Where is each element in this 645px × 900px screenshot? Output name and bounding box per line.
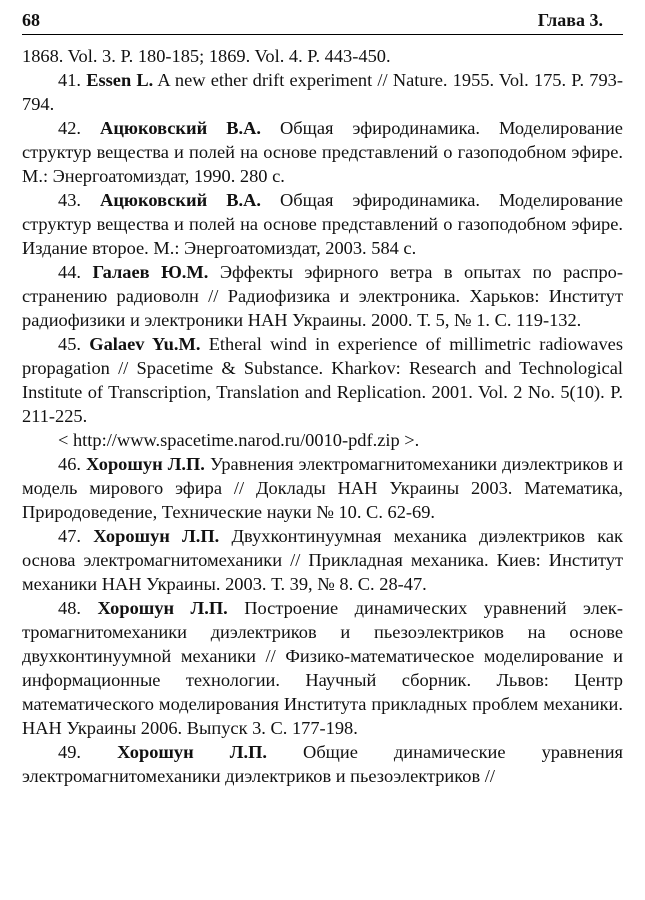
reference-author: Хорошун Л.П. xyxy=(86,454,205,474)
reference-49 xyxy=(22,740,623,788)
reference-45 xyxy=(22,332,623,428)
reference-number: 42. xyxy=(58,118,81,138)
reference-42 xyxy=(22,116,623,188)
reference-list xyxy=(22,44,623,788)
chapter-title: Глава 3. xyxy=(537,10,603,30)
reference-number: 48. xyxy=(58,598,81,618)
reference-author: Галаев Ю.М. xyxy=(92,262,209,282)
reference-continuation: 1868. Vol. 3. P. 180-185; 1869. Vol. 4. P. 443-450. xyxy=(22,46,391,66)
page-header xyxy=(22,6,623,35)
reference-48 xyxy=(22,596,623,740)
reference-47 xyxy=(22,524,623,596)
reference-43 xyxy=(22,188,623,260)
reference-text: Общая эфиродинамика. Моделирование структур вещества и полей на основе представлений о газоподобном эфире. М.: Энергоатомиздат, 1990. 280 с. xyxy=(22,118,623,186)
page-number: 68 xyxy=(22,10,40,30)
reference-text: Уравнения электромагнитомеханики диэлектриков и модель мирового эфира // Доклады НАН Украины 2003. Математика, Природоведение, Технические науки № 10. С. 62-69. xyxy=(22,454,623,522)
reference-number: 44. xyxy=(58,262,81,282)
reference-author: Essen L. xyxy=(86,70,154,90)
reference-text: A new ether drift experiment // Nature. 1955. Vol. 175. P. 793-794. xyxy=(22,70,623,114)
reference-46 xyxy=(22,452,623,524)
reference-text: Двухконтинуумная механика диэлектриков как основа электромагнитомеханики // Прикладная механика. Киев: Институт механики НАН Украины. 2003. Т. 39, № 8. С. 28-47. xyxy=(22,526,623,594)
reference-number: 47. xyxy=(58,526,81,546)
reference-44 xyxy=(22,260,623,332)
reference-text: Построение динамических уравнений электромагнитомеханики диэлектриков и пьезоэлектриков на основе двухконтинуумной механики // Физико-математическое моделирование и информационные технологии. Научный сборник. Львов: Центр математического моделирования Института прикладных проблем механики. НАН Украины 2006. Выпуск 3. С. 177-198. xyxy=(22,598,623,738)
reference-text: Общая эфиродинамика. Моделирование структур вещества и полей на основе представлений о газоподобном эфире. Издание второе. М.: Энергоатомиздат, 2003. 584 с. xyxy=(22,190,623,258)
reference-author: Galaev Yu.M. xyxy=(89,334,201,354)
reference-author: Ацюковский В.А. xyxy=(100,118,261,138)
reference-number: 45. xyxy=(58,334,81,354)
reference-text: Etheral wind in experience of millimetric radiowaves propagation // Spacetime & Substance. Kharkov: Research and Technological Institute of Transcription, Translation and Replication. 2001. Vol. 2 No. 5(10). P. 211-225. xyxy=(22,334,623,426)
reference-author: Хорошун Л.П. xyxy=(117,742,267,762)
reference-number: 43. xyxy=(58,190,81,210)
reference-number: 46. xyxy=(58,454,81,474)
reference-url: < http://www.spacetime.narod.ru/0010-pdf.zip >. xyxy=(58,430,420,450)
reference-author: Хорошун Л.П. xyxy=(93,526,220,546)
reference-number: 41. xyxy=(58,70,81,90)
reference-author: Ацюковский В.А. xyxy=(100,190,261,210)
reference-text: Общие динамические уравнения электромагнитомеханики диэлектриков и пьезоэлектриков // xyxy=(22,742,623,786)
reference-author: Хорошун Л.П. xyxy=(97,598,228,618)
reference-41 xyxy=(22,68,623,116)
reference-number: 49. xyxy=(58,742,81,762)
reference-text: Эффекты эфирного ветра в опытах по распространению радиоволн // Радиофизика и электроника. Харьков: Институт радиофизики и электроники НАН Украины. 2000. Т. 5, № 1. С. 119-132. xyxy=(22,262,623,330)
